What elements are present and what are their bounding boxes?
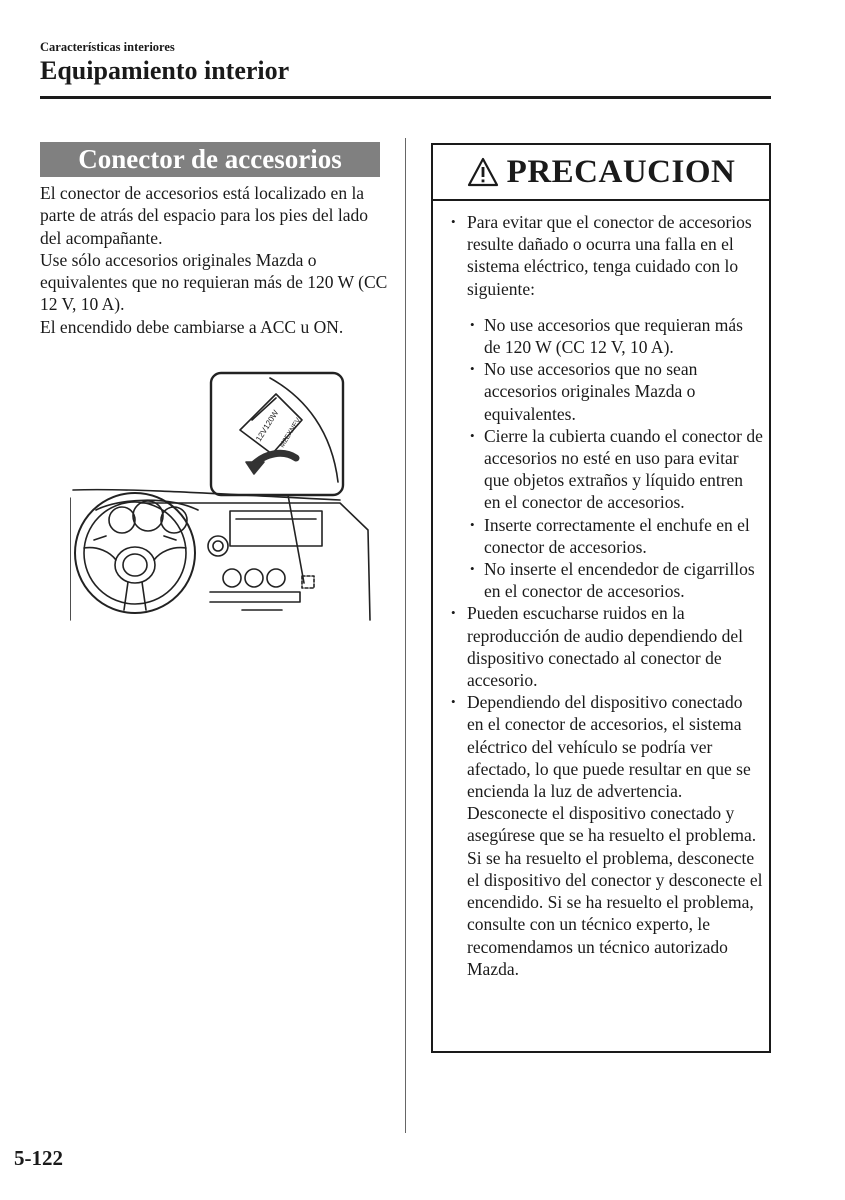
caution-subitem: • No inserte el encendedor de cigarrillos en el conector de accesorios.	[467, 558, 763, 602]
caution-item	[433, 211, 763, 602]
caution-subitem: • Inserte correctamente el enchufe en el conector de accesorios.	[467, 514, 763, 558]
section-heading: Conector de accesorios	[40, 142, 380, 177]
caution-subitem: • Cierre la cubierta cuando el conector de accesorios no esté en uso para evitar que objetos extraños y líquido entren en el conector de accesorios.	[467, 425, 763, 514]
caution-sublist	[467, 314, 763, 603]
caution-title: PRECAUCION	[506, 153, 736, 190]
caution-subitem: • No use accesorios que no sean accesorios originales Mazda o equivalentes.	[467, 358, 763, 425]
caution-item: • Dependiendo del dispositivo conectado en el conector de accesorios, el sistema eléctrico del vehículo se podría ver afectado, lo que puede resultar en que se encienda la luz de advertencia. Desconecte el dispositivo conectado y asegúrese que se ha resuelto el problema. Si se ha resuelto el problema, desconecte el dispositivo del conector y desconecte el encendido. Si se ha resuelto el problema, consulte con un técnico experto, le recomendamos un técnico autorizado Mazda.	[433, 691, 763, 980]
page-number: 5-122	[14, 1146, 63, 1170]
page-title: Equipamiento interior	[40, 56, 290, 85]
caution-item: • Pueden escucharse ruidos en la reproducción de audio dependiendo del dispositivo conectado al conector de accesorio.	[433, 602, 763, 691]
caution-header	[433, 145, 769, 201]
caution-list	[433, 211, 769, 980]
intro-paragraph: Use sólo accesorios originales Mazda o equivalentes que no requieran más de 120 W (CC 12 V, 10 A).	[40, 249, 388, 315]
caution-box	[431, 143, 771, 1053]
caution-item-text: Para evitar que el conector de accesorios resulte dañado o ocurra una falla en el sistema eléctrico, tenga cuidado con lo siguiente:	[467, 212, 752, 299]
connector-label: 12V120W	[254, 408, 281, 444]
column-divider	[405, 138, 406, 1133]
connector-label: M2EXNEV	[278, 416, 303, 450]
intro-paragraph: El conector de accesorios está localizado en la parte de atrás del espacio para los pies del lado del acompañante.	[40, 183, 368, 248]
intro-paragraph: El encendido debe cambiarse a ACC u ON.	[40, 316, 344, 337]
section-label: Características interiores	[40, 40, 175, 54]
intro-text	[40, 182, 390, 338]
dashboard-illustration	[70, 370, 380, 625]
title-rule	[40, 96, 771, 99]
warning-triangle-icon	[467, 157, 499, 187]
caution-subitem: • No use accesorios que requieran más de 120 W (CC 12 V, 10 A).	[467, 314, 763, 358]
